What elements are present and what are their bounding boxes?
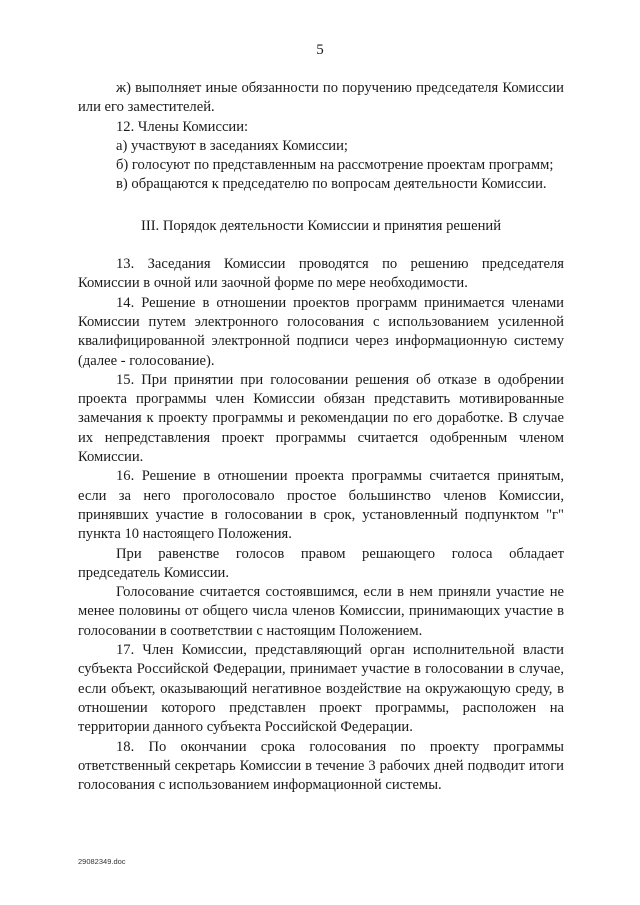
paragraph-item-zh: ж) выполняет иные обязанности по поручению председателя Комиссии или его заместителей. xyxy=(78,80,564,116)
paragraph-clause-14: 14. Решение в отношении проектов программ принимается членами Комиссии путем электронного голосования с использованием усиленной квалифицированной электронной подписи через информационную систему (далее - голосование). xyxy=(78,294,564,369)
paragraph-clause-12: 12. Члены Комиссии: xyxy=(116,118,249,135)
paragraph-quorum: Голосование считается состоявшимся, если в нем приняли участие не менее половины от общего числа членов Комиссии, принимающих участие в голосовании в соответствии с настоящим Положением. xyxy=(78,584,564,639)
paragraph-item-a: а) участвуют в заседаниях Комиссии; xyxy=(116,137,348,154)
paragraph-clause-16: 16. Решение в отношении проекта программы считается принятым, если за него проголосовало простое большинство членов Комиссии, принявших участие в голосовании в срок, установленный подпунктом "г" пункта 10 настоящего Положения. xyxy=(78,468,564,543)
paragraph-item-b: б) голосуют по представленным на рассмотрение проектам программ; xyxy=(116,157,554,174)
paragraph-clause-15: 15. При принятии при голосовании решения об отказе в одобрении проекта программы член Комиссии обязан представить мотивированные замечания к проекту программы и рекомендации по его доработке. В случае их непредставления проект программы считается одобренным членом Комиссии. xyxy=(78,371,564,466)
page-number: 5 xyxy=(316,42,324,58)
paragraph-tie-vote: При равенстве голосов правом решающего голоса обладает председатель Комиссии. xyxy=(78,545,564,581)
paragraph-clause-18: 18. По окончании срока голосования по проекту программы ответственный секретарь Комиссии в течение 3 рабочих дней подводит итоги голосования с использованием информационной системы. xyxy=(78,738,564,794)
paragraph-clause-17: 17. Член Комиссии, представляющий орган исполнительной власти субъекта Российской Федерации, принимает участие в голосовании в случае, если объект, оказывающий негативное воздействие на окружающую среду, в отношении которого представлен проект программы, расположен на территории данного субъекта Российской Федерации. xyxy=(78,642,564,736)
document-filename: 29082349.doc xyxy=(78,857,126,866)
paragraph-item-v: в) обращаются к председателю по вопросам деятельности Комиссии. xyxy=(116,176,547,193)
section-heading: III. Порядок деятельности Комиссии и принятия решений xyxy=(140,217,502,234)
paragraph-clause-13: 13. Заседания Комиссии проводятся по решению председателя Комиссии в очной или заочной форме по мере необходимости. xyxy=(78,256,564,292)
document-body xyxy=(78,79,564,795)
